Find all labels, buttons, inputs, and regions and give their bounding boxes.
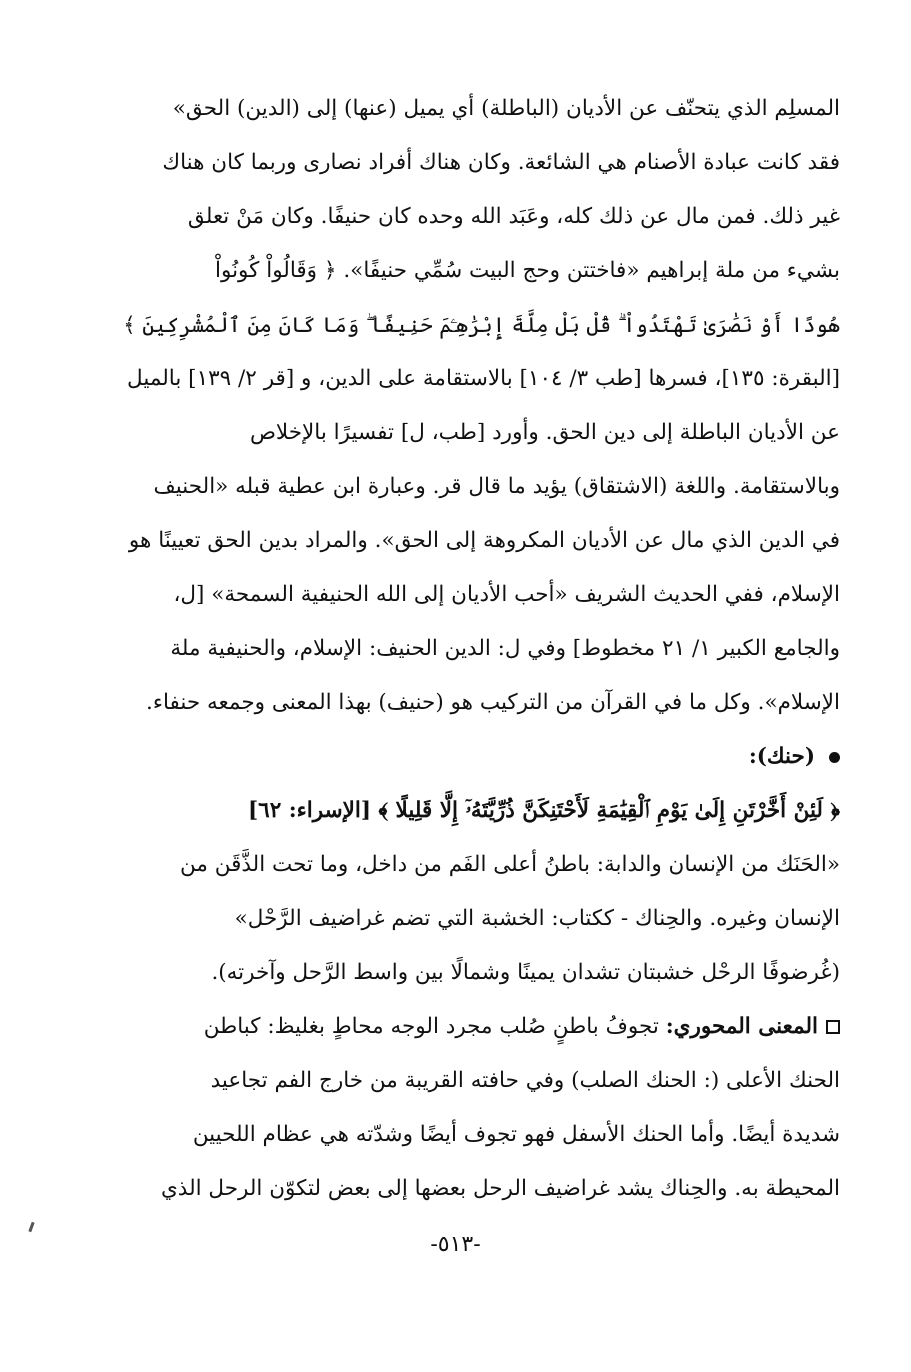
bullet-icon xyxy=(829,752,840,763)
quran-quote-line: هُودًا أَوْ نَصَٰرَىٰ تَهْتَدُواْ ۗ قُلْ بَلْ مِلَّةَ إِبْرَٰهِـۧمَ حَنِيفًا ۖ وَمَا كَانَ مِنَ ٱلْمُشْرِكِينَ ﴾ xyxy=(123,313,840,337)
definition-line: (غُرضوفًا الرحْل خشبتان تشدان يمينًا وشمالًا بين واسط الرَّحل وآخرته). xyxy=(211,960,840,985)
core-meaning-text: تجوفُ باطنٍ صُلب مجرد الوجه محاطٍ بغليظ: كباطن xyxy=(203,1014,659,1039)
entry-heading: (حنك): xyxy=(748,744,815,769)
text-line: الإسلام، ففي الحديث الشريف «أحب الأديان إلى الله الحنيفية السمحة» [ل، xyxy=(173,582,840,607)
core-line: الحنك الأعلى (: الحنك الصلب) وفي حافته القريبة من خارج الفم تجاعيد xyxy=(210,1068,840,1093)
square-box-icon xyxy=(826,1020,840,1034)
text-line: والجامع الكبير ١/ ٢١ مخطوط] وفي ل: الدين الحنيف: الإسلام، والحنيفية ملة xyxy=(170,636,840,661)
text-line: غير ذلك. فمن مال عن ذلك كله، وعَبَد الله وحده كان حنيفًا. وكان مَنْ تعلق xyxy=(187,204,840,229)
text-line: الإسلام». وكل ما في القرآن من التركيب هو (حنيف) بهذا المعنى وجمعه حنفاء. xyxy=(146,690,840,715)
page-number: -٥١٣- xyxy=(430,1232,481,1257)
definition-line: الإنسان وغيره. والحِناك - ككتاب: الخشبة التي تضم غراضيف الرَّحْل» xyxy=(234,906,840,931)
text-line: [البقرة: ١٣٥]، فسرها [طب ٣/ ١٠٤] بالاستقامة على الدين، و [قر ٢/ ١٣٩] بالميل xyxy=(127,366,840,391)
entry-heading-line xyxy=(100,730,840,784)
text-line: فقد كانت عبادة الأصنام هي الشائعة. وكان هناك أفراد نصارى وربما كان هناك xyxy=(162,150,840,175)
text-line: وبالاستقامة. واللغة (الاشتقاق) يؤيد ما قال قر. وعبارة ابن عطية قبله «الحنيف xyxy=(153,474,840,499)
scan-speck xyxy=(28,1222,34,1232)
core-meaning-label: المعنى المحوري: xyxy=(665,1014,818,1039)
verse-line: ﴿ لَئِنْ أَخَّرْتَنِ إِلَىٰ يَوْمِ ٱلْقِيَٰمَةِ لَأَحْتَنِكَنَّ ذُرِّيَّتَهُۥٓ إِلَّا قَلِيلًا ﴾ [الإسراء: ٦٢] xyxy=(247,798,840,823)
definition-line: «الحَنَك من الإنسان والدابة: باطنُ أعلى الفَم من داخل، وما تحت الذَّقَن من xyxy=(180,852,840,877)
core-line: شديدة أيضًا. وأما الحنك الأسفل فهو تجوف أيضًا وشدّته هي عظام اللحيين xyxy=(192,1122,840,1147)
text-line: في الدين الذي مال عن الأديان المكروهة إلى الحق». والمراد بدين الحق تعيينًا هو xyxy=(128,528,840,553)
text-line: بشيء من ملة إبراهيم «فاختتن وحج البيت سُمِّي حنيفًا». ﴿ وَقَالُواْ كُونُواْ xyxy=(214,258,840,283)
text-line: المسلِم الذي يتحنّف عن الأديان (الباطلة) أي يميل (عنها) إلى (الدين) الحق» xyxy=(172,96,840,121)
text-line: عن الأديان الباطلة إلى دين الحق. وأورد [طب، ل] تفسيرًا بالإخلاص xyxy=(249,420,840,445)
core-meaning-line xyxy=(100,1000,840,1054)
core-line: المحيطة به. والحِناك يشد غراضيف الرحل بعضها إلى بعض لتكوّن الرحل الذي xyxy=(160,1176,840,1201)
page-body xyxy=(100,82,840,1216)
